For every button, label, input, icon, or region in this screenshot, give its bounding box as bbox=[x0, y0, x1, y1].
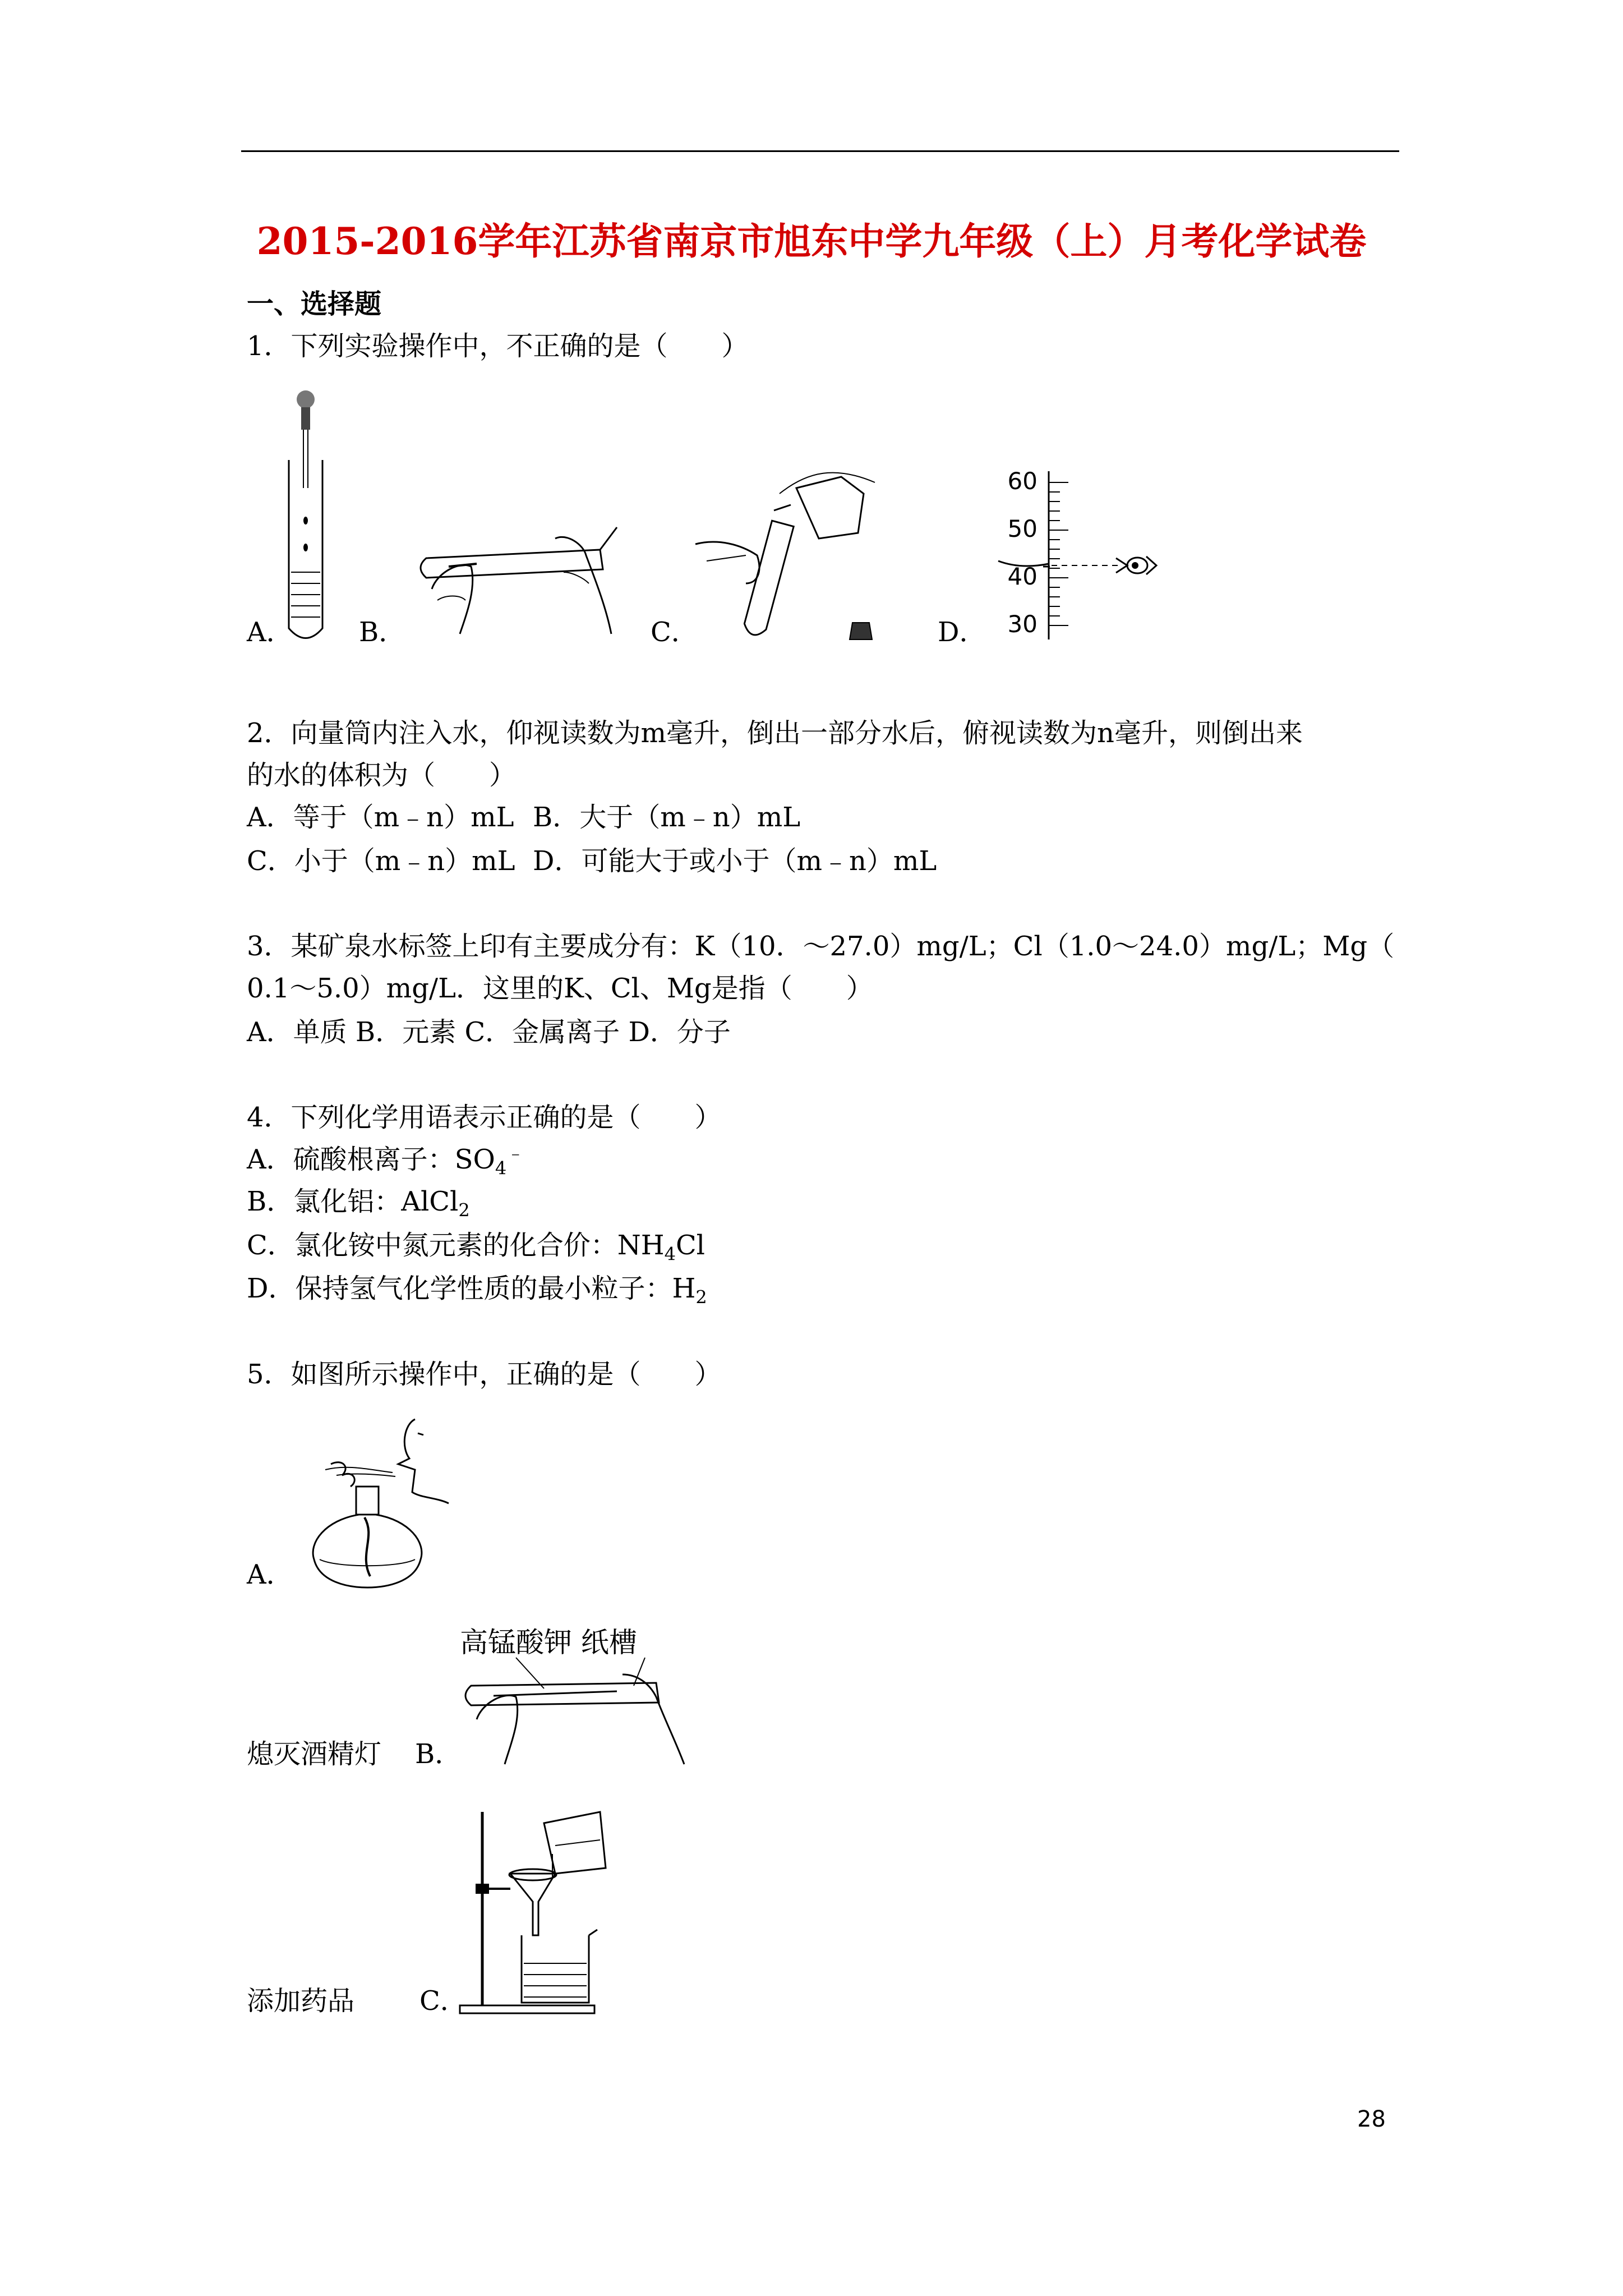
q3-stem-line2: 0.1～5.0）mg/L．这里的K、Cl、Mg是指（ ） bbox=[247, 973, 873, 1004]
q4-option-a: A．硫酸根离子：$SO_4^﹣$ bbox=[247, 1142, 525, 1179]
q5-fig-b-paper-trough bbox=[460, 1624, 695, 1770]
page-number: 28 bbox=[1357, 2106, 1386, 2132]
q5-caption-b: 添加药品 bbox=[247, 1985, 355, 2017]
cyl-tick-50: 50 bbox=[1007, 515, 1038, 542]
q1-fig-a-dropper bbox=[283, 387, 334, 651]
header-rule bbox=[241, 150, 1399, 152]
page-title: 2015-2016学年江苏省南京市旭东中学九年级（上）月考化学试卷 bbox=[256, 219, 1367, 263]
q4-option-d: D．保持氢气化学性质的最小粒子：$H_2$ bbox=[247, 1273, 707, 1308]
q5-label-b: B． bbox=[415, 1738, 462, 1770]
q1-fig-b-test-tube bbox=[415, 505, 623, 639]
q1-stem: 1．下列实验操作中，不正确的是（ ） bbox=[247, 330, 749, 362]
q4-option-c: C．氯化铵中氮元素的化合价：$NH_4Cl$ bbox=[247, 1230, 706, 1265]
q3-stem-line1: 3．某矿泉水标签上印有主要成分有：K（10．～27.0）mg/L；Cl（1.0～24.0）mg/L；Mg（ bbox=[247, 931, 1395, 962]
cyl-tick-30: 30 bbox=[1007, 610, 1038, 638]
q2-option-a: A．等于（m﹣n）mL bbox=[247, 802, 514, 833]
cyl-tick-60: 60 bbox=[1007, 467, 1038, 495]
q5-caption-a: 熄灭酒精灯 bbox=[247, 1738, 382, 1770]
cyl-tick-40: 40 bbox=[1007, 563, 1038, 590]
q5-stem: 5．如图所示操作中，正确的是（ ） bbox=[247, 1359, 722, 1390]
q2-stem-line2: 的水的体积为（ ） bbox=[247, 760, 517, 791]
q4-option-b: B．氯化铝：AlCl$_2$ bbox=[247, 1186, 470, 1221]
q5-label-a: A． bbox=[247, 1559, 293, 1590]
q1-fig-c-pouring bbox=[695, 466, 903, 645]
q5-fig-a-alcohol-lamp bbox=[303, 1414, 460, 1593]
q2-stem-line1: 2．向量筒内注入水，仰视读数为m毫升，倒出一部分水后，俯视读数为n毫升，则倒出来 bbox=[247, 717, 1303, 749]
q2-option-d: D．可能大于或小于（m﹣n）mL bbox=[533, 845, 937, 877]
q5-label-c: C． bbox=[419, 1985, 467, 2017]
q2-option-c: C．小于（m﹣n）mL bbox=[247, 845, 515, 877]
q1-label-d: D． bbox=[938, 616, 986, 648]
q1-label-b: B． bbox=[359, 616, 406, 648]
q3-options: A．单质 B．元素 C．金属离子 D．分子 bbox=[247, 1016, 731, 1048]
q5-fig-b-label: 高锰酸钾 纸槽 bbox=[460, 1626, 637, 1659]
q2-option-b: B．大于（m﹣n）mL bbox=[533, 802, 801, 833]
section-heading: 一、选择题 bbox=[247, 288, 382, 320]
q1-fig-d-cylinder bbox=[987, 467, 1161, 645]
q4-stem: 4．下列化学用语表示正确的是（ ） bbox=[247, 1102, 722, 1133]
q1-label-c: C． bbox=[651, 616, 698, 648]
q1-label-a: A． bbox=[247, 616, 293, 648]
q5-fig-c-filtration bbox=[465, 1801, 645, 2019]
